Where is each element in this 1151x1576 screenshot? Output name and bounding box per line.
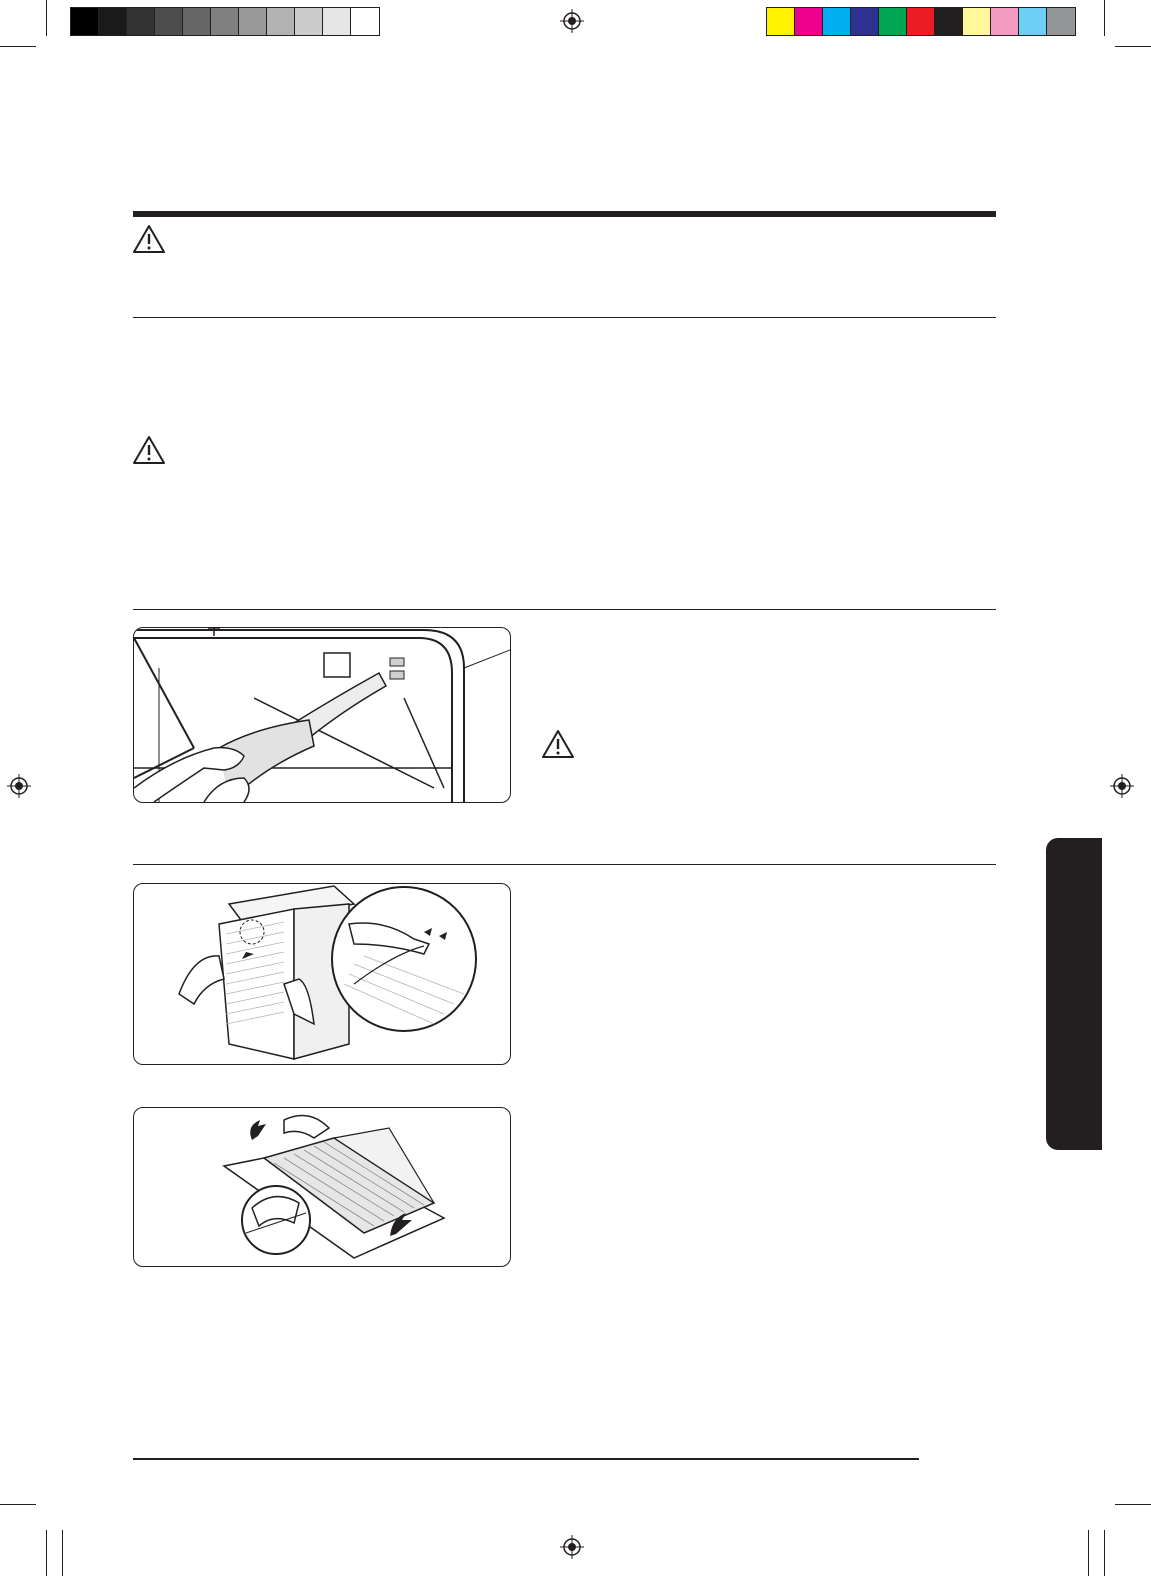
- color-swatch-3: [823, 8, 851, 35]
- color-swatch-9: [991, 8, 1019, 35]
- crop-mark: [1115, 1504, 1151, 1505]
- gray-swatch-7: [239, 8, 267, 35]
- color-swatch-1: [767, 8, 795, 35]
- footer-rule: [133, 1458, 919, 1460]
- crop-mark: [1115, 46, 1151, 47]
- section-title-rule: [133, 211, 996, 217]
- panel-removal-illustration: [133, 883, 511, 1065]
- registration-crosshair-icon: [1110, 774, 1134, 798]
- warning-triangle-icon: [541, 729, 575, 759]
- color-swatch-10: [1019, 8, 1047, 35]
- gray-swatch-4: [155, 8, 183, 35]
- color-swatch-8: [963, 8, 991, 35]
- gray-swatch-8: [267, 8, 295, 35]
- crop-mark: [46, 1530, 47, 1576]
- warning-triangle-icon: [132, 435, 166, 465]
- gray-swatch-10: [323, 8, 351, 35]
- crop-mark: [0, 46, 36, 47]
- crop-mark: [1088, 1530, 1089, 1576]
- color-swatch-strip: [766, 7, 1076, 36]
- registration-crosshair-icon: [560, 9, 584, 33]
- gray-swatch-1: [71, 8, 99, 35]
- crop-mark: [1104, 0, 1105, 36]
- crop-mark: [46, 0, 47, 36]
- gray-swatch-strip: [70, 7, 380, 36]
- color-swatch-4: [851, 8, 879, 35]
- color-swatch-2: [795, 8, 823, 35]
- crop-mark: [0, 1504, 36, 1505]
- gray-swatch-11: [351, 8, 379, 35]
- color-swatch-7: [935, 8, 963, 35]
- vacuum-nozzle-illustration: [133, 627, 511, 803]
- color-swatch-5: [879, 8, 907, 35]
- chapter-side-tab: [1046, 838, 1102, 1150]
- crop-mark: [1104, 1530, 1105, 1576]
- gray-swatch-2: [99, 8, 127, 35]
- section-divider: [133, 609, 996, 610]
- color-swatch-6: [907, 8, 935, 35]
- gray-swatch-9: [295, 8, 323, 35]
- registration-crosshair-icon: [7, 774, 31, 798]
- gray-swatch-5: [183, 8, 211, 35]
- color-swatch-11: [1047, 8, 1075, 35]
- filter-removal-illustration: [133, 1107, 511, 1267]
- registration-crosshair-icon: [560, 1535, 584, 1559]
- section-divider: [133, 317, 996, 318]
- gray-swatch-3: [127, 8, 155, 35]
- crop-mark: [62, 1530, 63, 1576]
- warning-triangle-icon: [132, 224, 166, 254]
- section-divider: [133, 864, 996, 865]
- gray-swatch-6: [211, 8, 239, 35]
